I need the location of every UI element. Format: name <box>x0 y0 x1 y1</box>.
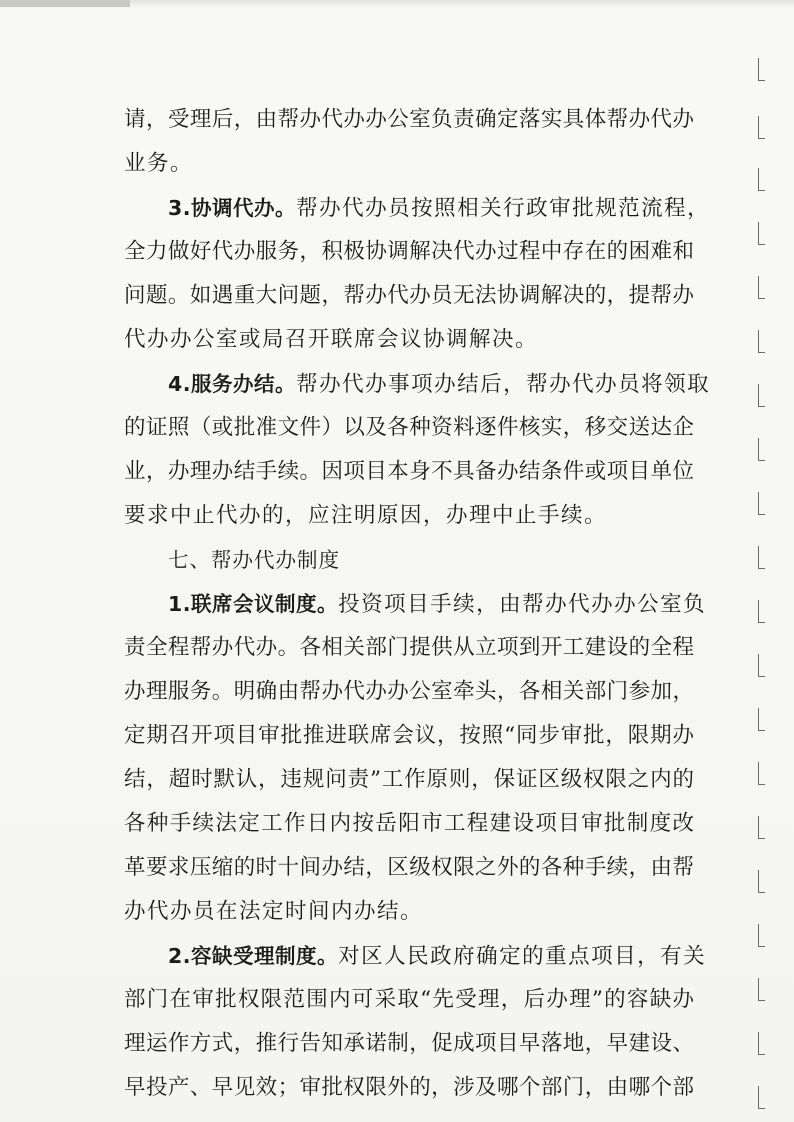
binding-mark <box>758 438 765 461</box>
lead-conclude: 4.服务办结。 <box>168 372 297 396</box>
body-line: 结，超时默认，违规问责”工作原则，保证区级权限之内的 <box>124 767 694 792</box>
body-line: 业务。 <box>124 151 194 176</box>
binding-mark <box>758 546 765 569</box>
body-line: 全力做好代办服务，积极协调解决代办过程中存在的困难和 <box>124 239 694 264</box>
body-line: 代办办公室或局召开联席会议协调解决。 <box>124 327 539 352</box>
body-line: 部门在审批权限范围内可采取“先受理，后办理”的容缺办 <box>124 987 694 1012</box>
body-line: 理运作方式，推行告知承诺制，促成项目早落地，早建设、 <box>124 1031 694 1056</box>
binding-mark <box>758 384 765 407</box>
binding-mark <box>758 330 765 353</box>
binding-mark <box>758 762 765 785</box>
paragraph-joint-meeting <box>124 582 707 626</box>
lead-joint-meeting: 1.联席会议制度。 <box>168 592 339 616</box>
scan-corner-mark <box>0 0 130 7</box>
binding-mark <box>758 816 765 839</box>
body-line: 办理服务。明确由帮办代办办公室牵头，各相关部门参加， <box>124 679 694 704</box>
paragraph-tolerance <box>124 934 707 978</box>
binding-mark <box>758 978 765 1001</box>
binding-mark <box>758 168 765 191</box>
binding-mark <box>758 116 765 139</box>
body-line: 要求中止代办的，应注明原因，办理中止手续。 <box>124 503 608 528</box>
binding-mark <box>758 1032 765 1055</box>
section-heading: 七、帮办代办制度 <box>168 548 340 572</box>
body-text: 对区人民政府确定的重点项目，有关 <box>338 944 707 969</box>
body-line: 的证照（或批准文件）以及各种资料逐件核实，移交送达企 <box>124 415 694 440</box>
body-line: 责全程帮办代办。各相关部门提供从立项到开工建设的全程 <box>124 635 694 660</box>
body-line: 早投产、早见效；审批权限外的，涉及哪个部门，由哪个部 <box>124 1075 694 1100</box>
body-text: 帮办代办事项办结后，帮办代办员将领取 <box>296 372 711 397</box>
binding-mark <box>758 222 765 245</box>
body-line: 革要求压缩的时十间办结，区级权限之外的各种手续，由帮 <box>124 855 694 880</box>
binding-mark <box>758 276 765 299</box>
document-body <box>124 98 711 1110</box>
binding-mark <box>758 1086 765 1109</box>
binding-mark <box>758 708 765 731</box>
paragraph-coordinate <box>124 186 711 230</box>
body-line: 定期召开项目审批推进联席会议，按照“同步审批，限期办 <box>124 723 694 748</box>
binding-mark <box>758 870 765 893</box>
binding-mark <box>758 654 765 677</box>
body-line: 问题。如遇重大问题，帮办代办员无法协调解决的，提帮办 <box>124 283 694 308</box>
paragraph-conclude <box>124 362 711 406</box>
binding-mark <box>758 58 765 81</box>
body-text: 投资项目手续，由帮办代办办公室负 <box>338 592 707 617</box>
body-line: 各种手续法定工作日内按岳阳市工程建设项目审批制度改 <box>124 811 694 836</box>
binding-mark <box>758 924 765 947</box>
lead-tolerance: 2.容缺受理制度。 <box>168 944 339 968</box>
binding-mark <box>758 600 765 623</box>
binding-mark <box>758 492 765 515</box>
body-line: 业，办理办结手续。因项目本身不具备办结条件或项目单位 <box>124 459 694 484</box>
body-line: 办代办员在法定时间内办结。 <box>124 899 424 924</box>
binding-marks <box>758 0 770 1122</box>
lead-coordinate: 3.协调代办。 <box>168 196 297 220</box>
body-text: 帮办代办员按照相关行政审批规范流程， <box>296 196 711 221</box>
body-line: 请，受理后，由帮办代办办公室负责确定落实具体帮办代办 <box>124 107 694 132</box>
